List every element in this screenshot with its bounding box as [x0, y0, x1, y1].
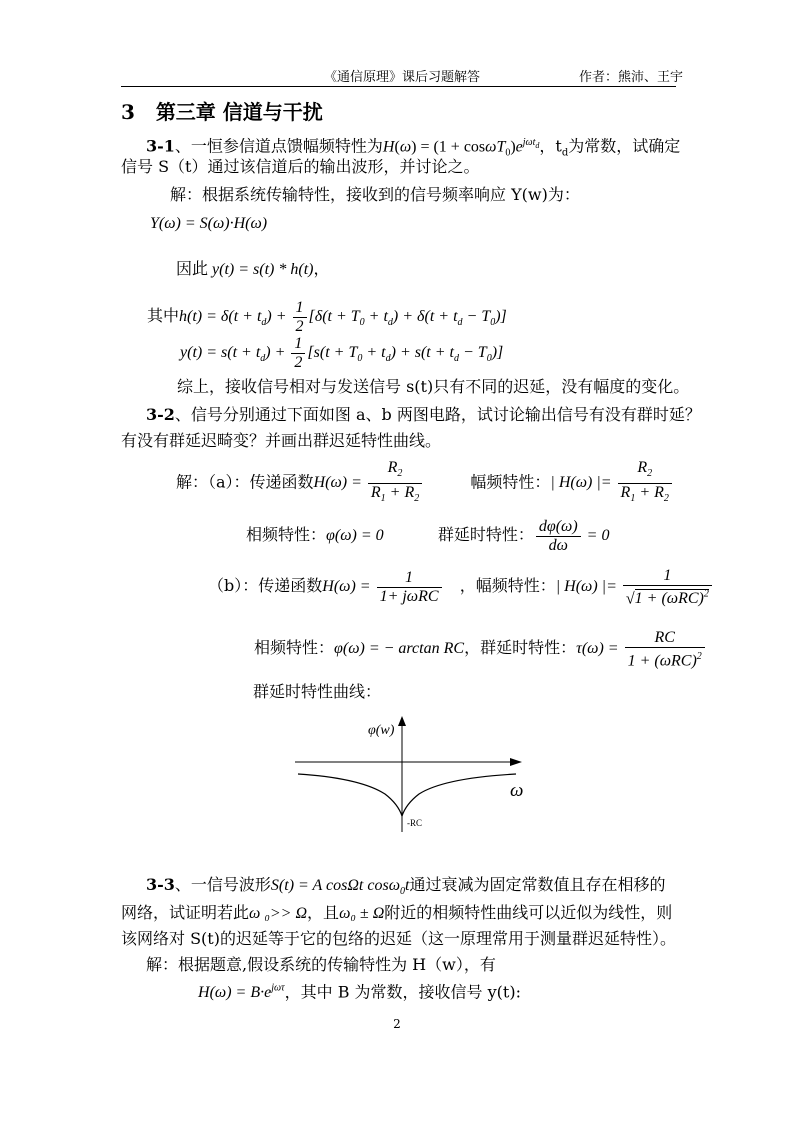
- y-axis-arrow: [398, 716, 406, 726]
- problem-text: 附近的相频特性曲线可以近似为线性，则: [384, 903, 673, 922]
- equation-S: S(t) = A cosΩt cosω$_0$t: [270, 877, 410, 898]
- group-delay-curve: [298, 774, 516, 816]
- min-value-label: -RC: [407, 818, 423, 828]
- problem-text: 、信号分别通过下面如图 a、b 两图电路，试讨论输出信号有没有群时延？: [174, 405, 701, 424]
- conclusion-3-1: 综上，接收信号相对与发送信号 s(t)只有不同的迟延，没有幅度的变化。: [177, 377, 690, 396]
- problem-text: ，t: [539, 136, 562, 156]
- equation-y-conv: y(t) = s(t) * h(t): [208, 261, 314, 278]
- problem-text: 、一信号波形: [174, 875, 271, 894]
- problem-number: 3-2: [146, 405, 175, 424]
- equation-H-network: $H(\omega) = B\cdot e^{j\omega\tau}$: [198, 983, 285, 1002]
- part-b-phase: [254, 625, 707, 672]
- problem-number: 3-3: [146, 875, 175, 894]
- subscript: d: [561, 147, 569, 159]
- problem-text: 通过衰减为固定常数值且存在相移的: [409, 875, 666, 894]
- x-axis-label: ω: [510, 780, 524, 801]
- problem-3-1-line-1: 3-1、一恒参信道点馈幅频特性为$H(\omega) = (1 + \cos\omega T_0)e^{j\omega t_d}$，$t_d$为常数，试确定: [146, 136, 681, 159]
- label-b-phase: 相频特性：: [254, 638, 335, 657]
- x-axis-arrow: [510, 758, 522, 766]
- equation-a-phase: φ(ω) = 0: [326, 527, 384, 544]
- problem-text: 、一恒参信道点馈幅频特性为: [174, 136, 383, 156]
- part-b-transfer: [208, 563, 714, 610]
- curve-label: 群延时特性曲线：: [253, 682, 382, 701]
- problem-text: 为常数，试确定: [568, 136, 681, 156]
- problem-3-3-line-3: 该网络对 S(t)的迟延等于它的包络的迟延（这一原理常用于测量群迟延特性）。: [121, 929, 676, 948]
- problem-number: 3-1: [146, 136, 175, 156]
- problem-3-3-line-1: [146, 875, 665, 902]
- solution-3-3-eq-line: [198, 979, 521, 1003]
- equation-h: $h(t) = \delta(t + t_d)$ + $\frac{1}{2}$ $[\delta(t + T_0 + t_d) + \delta(t + t_d - T_0)]$: [179, 298, 507, 335]
- condition-1: ω ₀>> Ω: [249, 905, 308, 922]
- label-where: 其中: [147, 306, 180, 325]
- chapter-title: [121, 102, 323, 122]
- equation-b-H: H(ω) = $\frac{1}{\text{1+ jωRC}}$: [322, 578, 443, 595]
- label-b-magnitude: ，幅频特性：: [459, 576, 556, 595]
- part-a-transfer: [176, 459, 674, 508]
- problem-3-2-line-2: 有没有群延迟畸变？并画出群迟延特性曲线。: [121, 431, 442, 450]
- punct: ，: [313, 259, 330, 278]
- equation-b-group-delay: τ(ω) = $\frac{RC}{1 + (\omega RC)^2}$: [576, 640, 707, 657]
- header-authors: 作者：熊沛、王宇: [579, 70, 684, 85]
- part-a-phase: [246, 513, 609, 558]
- problem-text: 网络，试证明若此: [121, 903, 250, 922]
- equation-b-phase: φ(ω) = − arctan RC: [334, 640, 465, 657]
- equation-a-group-delay: $\frac{d\varphi(\omega)}{d\omega}$ = 0: [534, 527, 610, 544]
- equation-Y: Y(ω) = S(ω)·H(ω): [150, 215, 268, 232]
- label-a-phase: 相频特性：: [246, 525, 327, 544]
- y-axis-label: φ(w): [368, 723, 395, 738]
- solution-intro: 解：根据系统传输特性，接收到的信号频率响应 Y(w)为：: [170, 185, 580, 204]
- problem-3-3-line-2: [121, 903, 672, 924]
- equation-a-H: H(ω) = $\frac{R_2}{R_1 + R_2}$: [314, 474, 425, 491]
- label-b-group-delay: ，群延时特性：: [464, 638, 577, 657]
- problem-3-2-line-1: [146, 405, 701, 425]
- group-delay-figure: [290, 712, 540, 840]
- problem-text: ，其中 B 为常数，接收信号 y(t):: [284, 982, 521, 1002]
- chapter-name: 第三章 信道与干扰: [155, 100, 323, 124]
- label-a: 解：（a）：传递函数: [176, 472, 314, 492]
- label-therefore: 因此: [176, 259, 209, 278]
- chapter-number: 3: [121, 100, 135, 124]
- equation-a-magnitude: | H(ω) |= $\frac{R_2}{R_1 + R_2}$: [550, 474, 673, 491]
- solution-3-3: 解：根据题意,假设系统的传输特性为 H（w），有: [146, 955, 496, 974]
- label-b: （b）：传递函数: [208, 576, 323, 595]
- condition-2: ω₀ ± Ω: [339, 905, 385, 922]
- header-title: 《通信原理》课后习题解答: [324, 70, 481, 85]
- problem-3-1-line-2: 信号 S（t）通过该信道后的输出波形，并讨论之。: [121, 157, 480, 176]
- equation-y-output: $y(t) = s(t + t_d)$ + $\frac{1}{2}$ $[s(t + T_0 + t_d) + s(t + t_d - T_0)]$: [180, 334, 504, 371]
- header-rule: [121, 86, 676, 87]
- equation-H: H: [382, 138, 395, 156]
- label-a-group-delay: 群延时特性：: [437, 525, 534, 544]
- equation-b-magnitude: | H(ω) |= $\frac{1}{√1 + (\omega RC)^2}$: [556, 578, 714, 595]
- label-a-magnitude: 幅频特性：: [470, 472, 551, 492]
- equation-y-conv-line: [176, 259, 330, 280]
- problem-text: ，且: [307, 903, 340, 922]
- page-number: 2: [393, 1017, 401, 1031]
